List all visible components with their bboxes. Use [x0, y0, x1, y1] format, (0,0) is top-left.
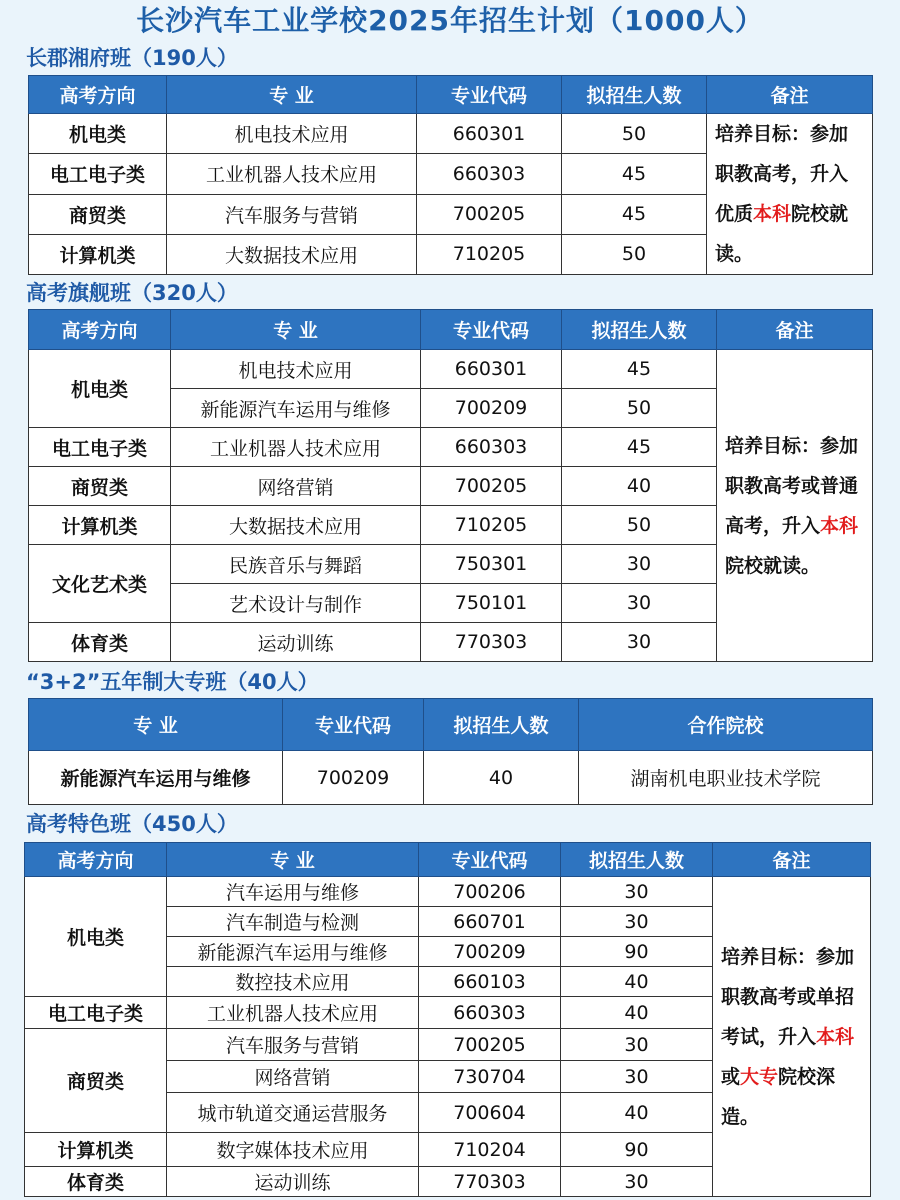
code-cell: 700205: [419, 1029, 561, 1061]
category-cell: 商贸类: [29, 194, 167, 234]
section-title-flagship: 高考旗舰班（320人）: [26, 281, 238, 305]
code-cell: 660303: [419, 997, 561, 1029]
col-header: 拟招生人数: [561, 843, 713, 877]
category-cell: 计算机类: [29, 506, 171, 545]
major-cell: 网络营销: [171, 467, 421, 506]
count-cell: 30: [561, 1061, 713, 1093]
count-cell: 50: [562, 389, 717, 428]
col-header: 合作院校: [579, 699, 873, 751]
code-cell: 700206: [419, 877, 561, 907]
major-cell: 艺术设计与制作: [171, 584, 421, 623]
code-cell: 660301: [417, 114, 562, 154]
code-cell: 660303: [417, 154, 562, 194]
code-cell: 750301: [421, 545, 562, 584]
code-cell: 730704: [419, 1061, 561, 1093]
code-cell: 700209: [419, 937, 561, 967]
major-cell: 数控技术应用: [167, 967, 419, 997]
count-cell: 45: [562, 350, 717, 389]
major-cell: 工业机器人技术应用: [167, 154, 417, 194]
count-cell: 40: [561, 1093, 713, 1133]
code-cell: 660701: [419, 907, 561, 937]
major-cell: 民族音乐与舞蹈: [171, 545, 421, 584]
count-cell: 45: [562, 194, 707, 234]
col-header: 备注: [713, 843, 871, 877]
category-cell: 机电类: [29, 350, 171, 428]
category-cell: 电工电子类: [29, 428, 171, 467]
col-header: 高考方向: [25, 843, 167, 877]
major-cell: 工业机器人技术应用: [171, 428, 421, 467]
count-cell: 30: [561, 1167, 713, 1197]
col-header: 专业代码: [419, 843, 561, 877]
count-cell: 90: [561, 1133, 713, 1167]
major-cell: 新能源汽车运用与维修: [167, 937, 419, 967]
major-cell: 城市轨道交通运营服务: [167, 1093, 419, 1133]
code-cell: 700209: [283, 751, 424, 805]
col-header: 备注: [707, 76, 873, 114]
major-cell: 新能源汽车运用与维修: [29, 751, 283, 805]
code-cell: 660103: [419, 967, 561, 997]
col-header: 专 业: [167, 76, 417, 114]
category-cell: 电工电子类: [29, 154, 167, 194]
note-cell: 培养目标：参加职教高考或普通高考，升入本科院校就读。: [717, 350, 873, 662]
count-cell: 50: [562, 114, 707, 154]
code-cell: 770303: [421, 623, 562, 662]
count-cell: 50: [562, 506, 717, 545]
table-featured: [24, 842, 871, 1197]
section-title-3plus2: “3+2”五年制大专班（40人）: [26, 670, 319, 694]
count-cell: 30: [562, 623, 717, 662]
table-changjun: [28, 75, 873, 275]
major-cell: 网络营销: [167, 1061, 419, 1093]
major-cell: 汽车服务与营销: [167, 1029, 419, 1061]
count-cell: 40: [562, 467, 717, 506]
col-header: 备注: [717, 310, 873, 350]
category-cell: 计算机类: [25, 1133, 167, 1167]
major-cell: 工业机器人技术应用: [167, 997, 419, 1029]
col-header: 拟招生人数: [424, 699, 579, 751]
note-cell: 培养目标：参加职教高考或单招考试，升入本科或大专院校深造。: [713, 877, 871, 1197]
col-header: 拟招生人数: [562, 310, 717, 350]
category-cell: 机电类: [29, 114, 167, 154]
table-flagship: [28, 309, 873, 662]
code-cell: 660301: [421, 350, 562, 389]
code-cell: 660303: [421, 428, 562, 467]
category-cell: 文化艺术类: [29, 545, 171, 623]
count-cell: 30: [562, 584, 717, 623]
col-header: 专业代码: [421, 310, 562, 350]
category-cell: 计算机类: [29, 234, 167, 274]
category-cell: 体育类: [29, 623, 171, 662]
count-cell: 90: [561, 937, 713, 967]
note-cell: 培养目标：参加职教高考，升入优质本科院校就读。: [707, 114, 873, 275]
major-cell: 机电技术应用: [167, 114, 417, 154]
category-cell: 体育类: [25, 1167, 167, 1197]
major-cell: 运动训练: [167, 1167, 419, 1197]
code-cell: 710205: [421, 506, 562, 545]
section-title-changjun: 长郡湘府班（190人）: [26, 46, 238, 70]
major-cell: 机电技术应用: [171, 350, 421, 389]
count-cell: 30: [562, 545, 717, 584]
code-cell: 700205: [421, 467, 562, 506]
table-3plus2: [28, 698, 873, 805]
count-cell: 30: [561, 1029, 713, 1061]
major-cell: 大数据技术应用: [167, 234, 417, 274]
major-cell: 汽车制造与检测: [167, 907, 419, 937]
code-cell: 700604: [419, 1093, 561, 1133]
col-header: 高考方向: [29, 76, 167, 114]
col-header: 专 业: [29, 699, 283, 751]
count-cell: 50: [562, 234, 707, 274]
count-cell: 30: [561, 877, 713, 907]
page-title: 长沙汽车工业学校2025年招生计划（1000人）: [136, 4, 764, 37]
section-title-featured: 高考特色班（450人）: [26, 812, 238, 836]
count-cell: 45: [562, 154, 707, 194]
count-cell: 45: [562, 428, 717, 467]
category-cell: 电工电子类: [25, 997, 167, 1029]
count-cell: 40: [561, 997, 713, 1029]
count-cell: 30: [561, 907, 713, 937]
partner-cell: 湖南机电职业技术学院: [579, 751, 873, 805]
code-cell: 710204: [419, 1133, 561, 1167]
major-cell: 汽车服务与营销: [167, 194, 417, 234]
code-cell: 770303: [419, 1167, 561, 1197]
col-header: 专 业: [171, 310, 421, 350]
major-cell: 运动训练: [171, 623, 421, 662]
major-cell: 数字媒体技术应用: [167, 1133, 419, 1167]
code-cell: 750101: [421, 584, 562, 623]
category-cell: 商贸类: [29, 467, 171, 506]
col-header: 专 业: [167, 843, 419, 877]
code-cell: 700205: [417, 194, 562, 234]
major-cell: 大数据技术应用: [171, 506, 421, 545]
count-cell: 40: [424, 751, 579, 805]
code-cell: 700209: [421, 389, 562, 428]
major-cell: 新能源汽车运用与维修: [171, 389, 421, 428]
category-cell: 机电类: [25, 877, 167, 997]
major-cell: 汽车运用与维修: [167, 877, 419, 907]
col-header: 专业代码: [417, 76, 562, 114]
col-header: 拟招生人数: [562, 76, 707, 114]
col-header: 高考方向: [29, 310, 171, 350]
col-header: 专业代码: [283, 699, 424, 751]
code-cell: 710205: [417, 234, 562, 274]
count-cell: 40: [561, 967, 713, 997]
category-cell: 商贸类: [25, 1029, 167, 1133]
